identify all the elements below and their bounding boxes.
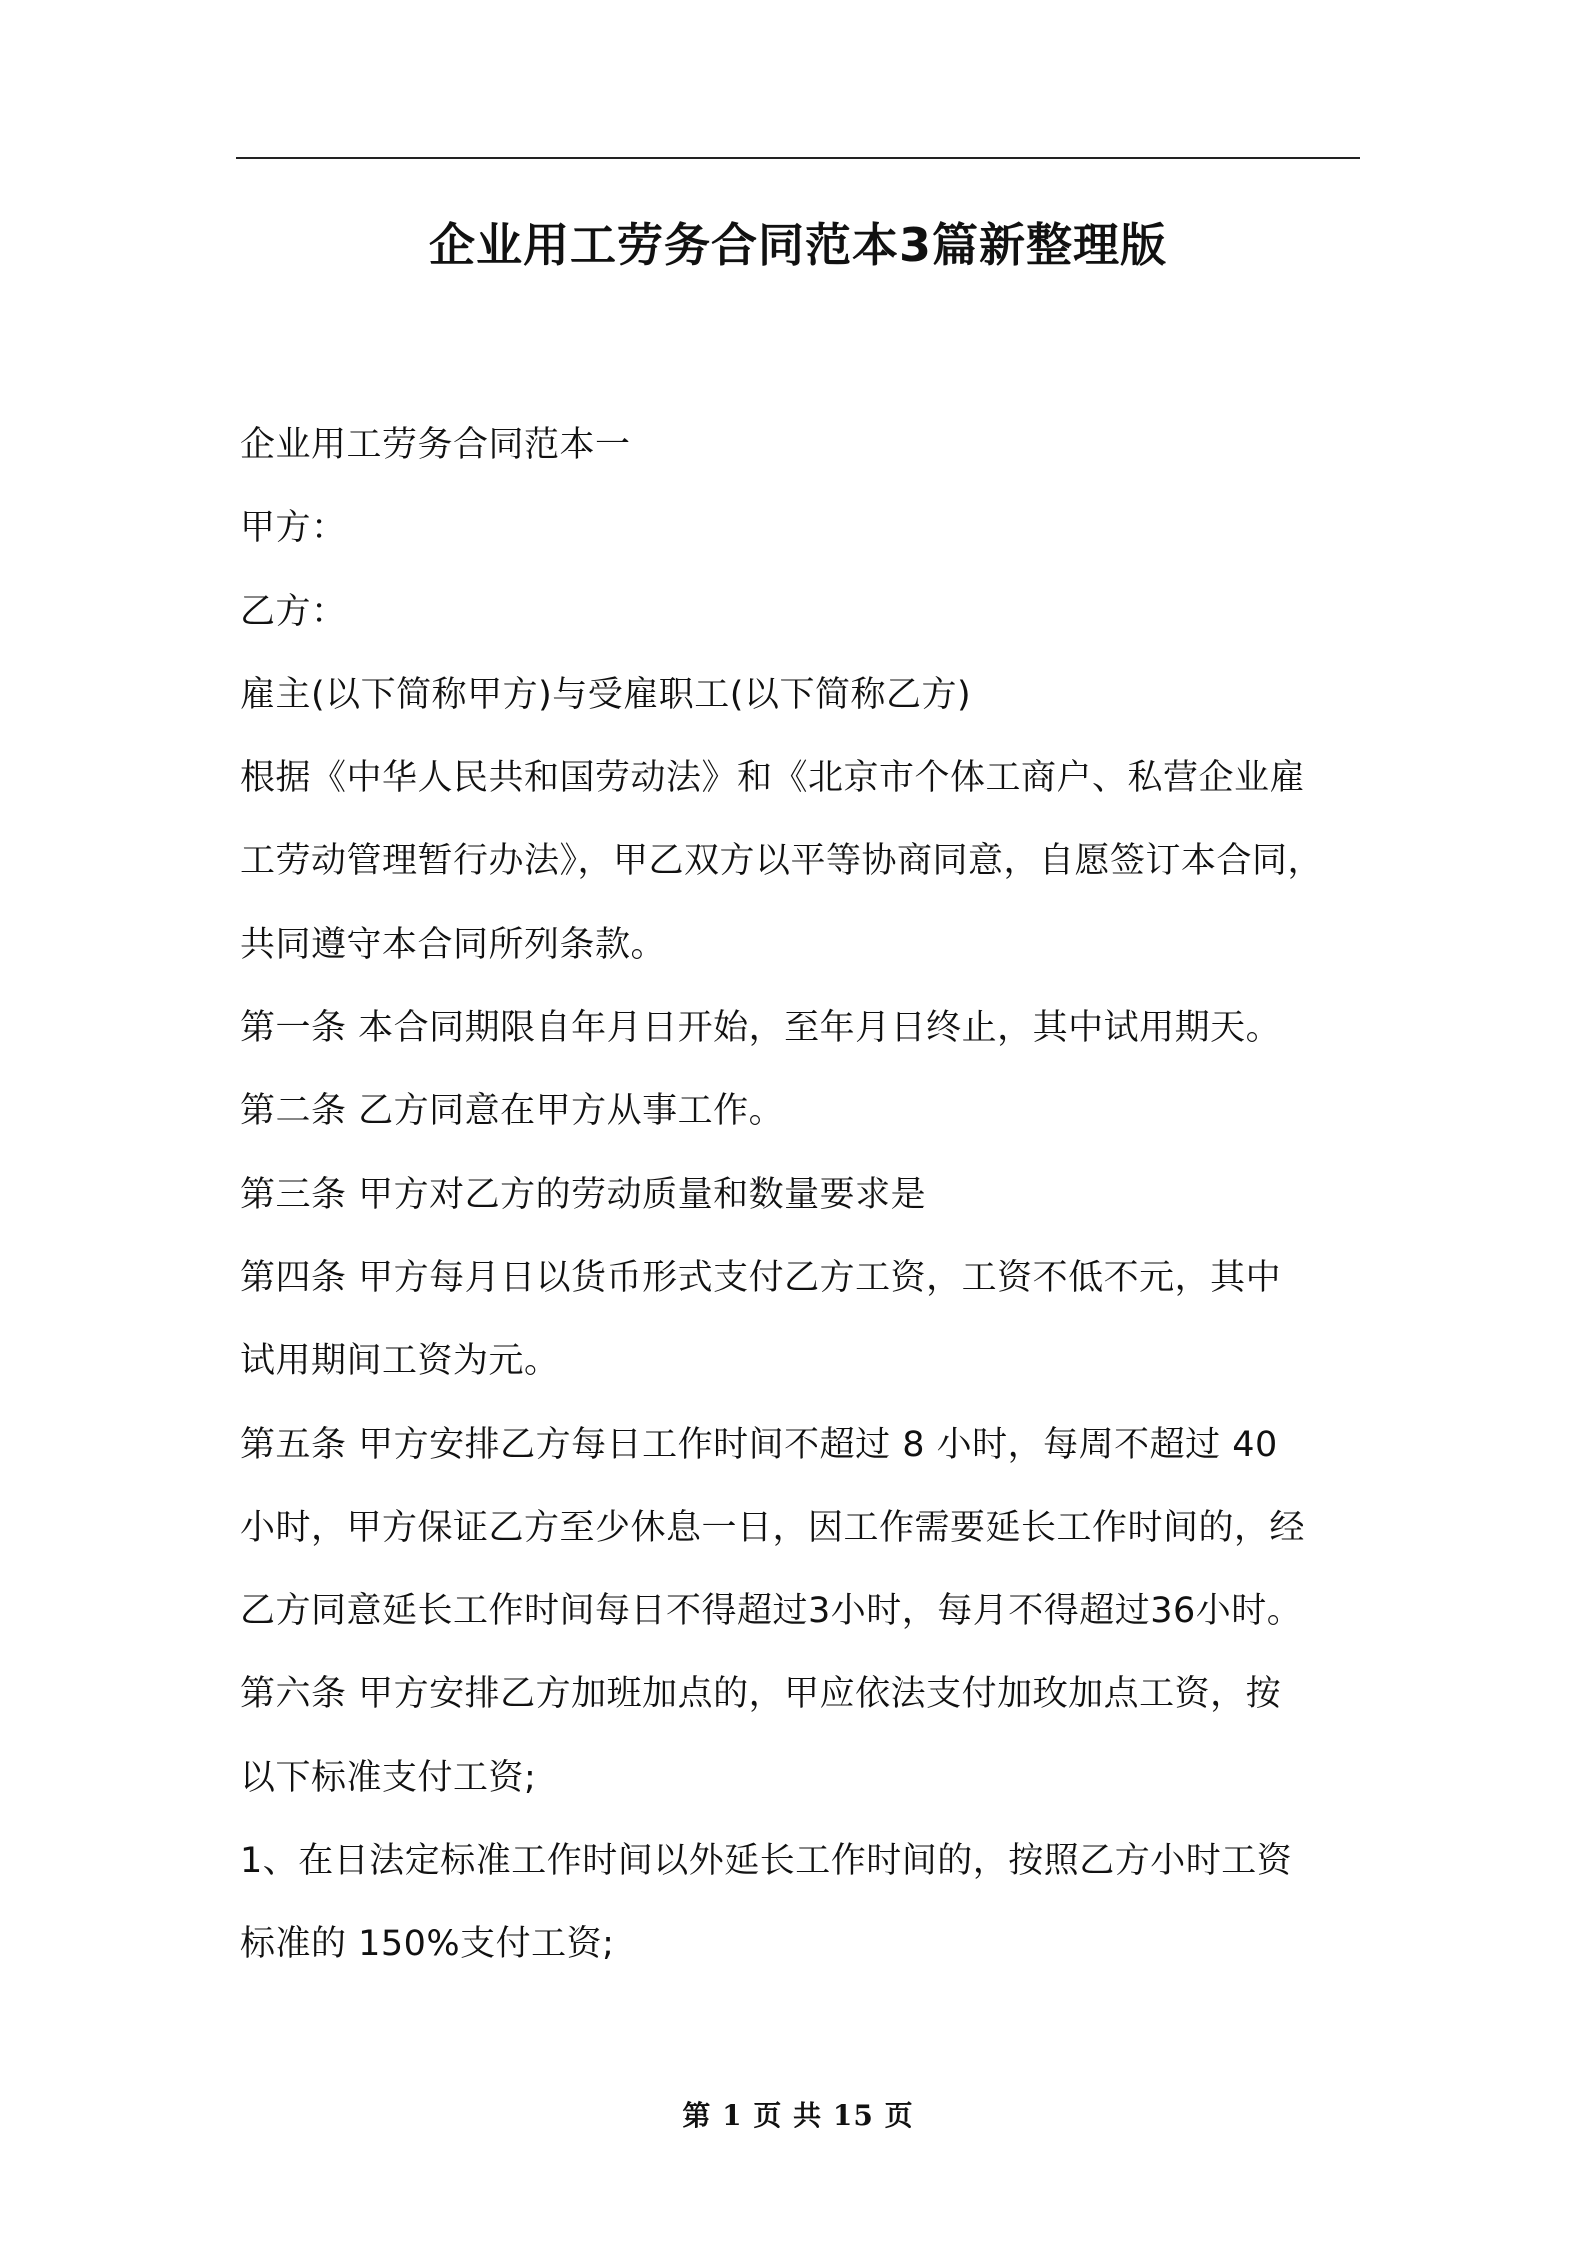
article-6-line-1: 第六条 甲方安排乙方加班加点的，甲应依法支付加玫加点工资，按 bbox=[240, 1674, 1282, 1715]
article-4-line-2: 试用期间工资为元。 bbox=[240, 1341, 560, 1382]
page-number: 第 1 页 共 15 页 bbox=[682, 2099, 914, 2132]
document-title: 企业用工劳务合同范本3篇新整理版 bbox=[428, 218, 1167, 272]
article-2: 第二条 乙方同意在甲方从事工作。 bbox=[240, 1091, 785, 1132]
article-3: 第三条 甲方对乙方的劳动质量和数量要求是 bbox=[240, 1174, 927, 1215]
clause-1-line-2: 标准的 150%支付工资; bbox=[240, 1924, 615, 1965]
preamble-line-1: 根据《中华人民共和国劳动法》和《北京市个体工商户、私营企业雇 bbox=[240, 758, 1306, 799]
article-5-line-3: 乙方同意延长工作时间每日不得超过3小时，每月不得超过36小时。 bbox=[240, 1591, 1303, 1632]
document-body bbox=[240, 404, 1365, 1987]
party-b-line: 乙方： bbox=[240, 591, 347, 632]
article-6-line-2: 以下标准支付工资; bbox=[240, 1757, 537, 1798]
article-5-line-2: 小时，甲方保证乙方至少休息一日，因工作需要延长工作时间的，经 bbox=[240, 1507, 1306, 1548]
section-heading: 企业用工劳务合同范本一 bbox=[240, 425, 631, 465]
preamble-line-3: 共同遵守本合同所列条款。 bbox=[240, 924, 667, 965]
preamble-line-2: 工劳动管理暂行办法》，甲乙双方以平等协商同意，自愿签订本合同， bbox=[240, 841, 1324, 882]
header-rule bbox=[236, 157, 1360, 159]
article-4-line-1: 第四条 甲方每月日以货币形式支付乙方工资，工资不低不元，其中 bbox=[240, 1257, 1282, 1298]
party-a-line: 甲方： bbox=[240, 508, 347, 549]
article-5-line-1: 第五条 甲方安排乙方每日工作时间不超过 8 小时，每周不超过 40 bbox=[240, 1424, 1278, 1465]
article-1: 第一条 本合同期限自年月日开始，至年月日终止，其中试用期天。 bbox=[240, 1008, 1282, 1049]
clause-1-line-1: 1、在日法定标准工作时间以外延长工作时间的，按照乙方小时工资 bbox=[240, 1841, 1293, 1882]
parties-definition: 雇主(以下简称甲方)与受雇职工(以下简称乙方) bbox=[240, 674, 972, 715]
